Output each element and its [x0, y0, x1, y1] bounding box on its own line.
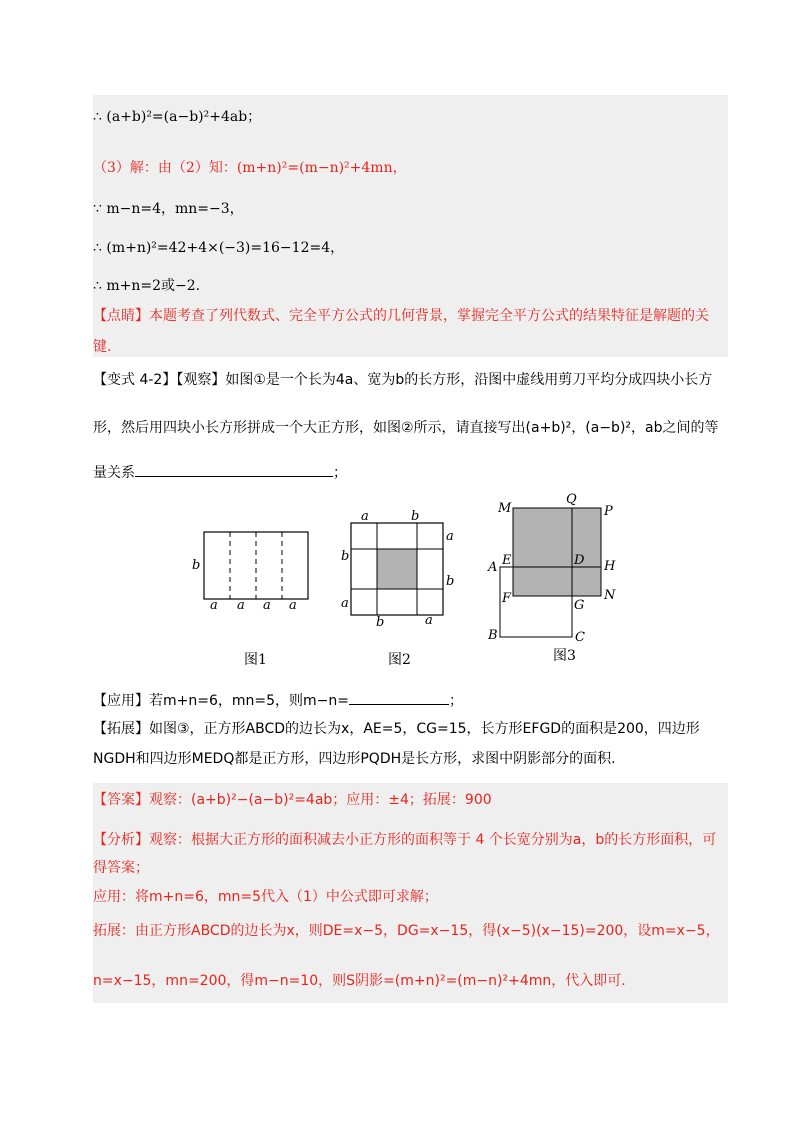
- fig3-label-A: A: [488, 560, 498, 575]
- fig2-label-bottom-b: b: [376, 615, 385, 630]
- analysis-tag: 【分析】: [93, 832, 149, 848]
- solution-line-1: ∴ (a+b)²=(a−b)²+4ab；: [93, 109, 262, 125]
- fig3-label-G: G: [574, 598, 585, 613]
- figure-1: [192, 532, 308, 668]
- question-line-3-prefix: 量关系: [93, 465, 135, 481]
- fig3-label-M: M: [498, 501, 512, 516]
- dianjing-line-2: 键.: [93, 339, 112, 355]
- fig2-label-top-b: b: [411, 509, 420, 524]
- fig2-caption: 图2: [388, 652, 411, 668]
- question-line-1: 【变式 4-2】【观察】如图①是一个长为4a、宽为b的长方形，沿图中虚线用剪刀平均分成四块小长方: [93, 372, 713, 388]
- fig2-label-right-a: a: [446, 529, 454, 544]
- answer-blank-observe[interactable]: [135, 462, 333, 477]
- fig1-label-a3: a: [263, 598, 271, 613]
- fig3-label-C: C: [575, 630, 585, 645]
- solution-line-2: （3）解：由（2）知：(m+n)²=(m−n)²+4mn，: [93, 160, 407, 176]
- question-line-3: [93, 462, 347, 484]
- figures-group: [180, 492, 640, 672]
- application-suffix: ；: [449, 693, 463, 709]
- fig2-label-left-b: b: [341, 549, 350, 564]
- fig3-label-Q: Q: [566, 492, 577, 507]
- fig2-label-top-a: a: [361, 509, 369, 524]
- extension-line-1: 【拓展】如图③，正方形ABCD的边长为x，AE=5，CG=15，长方形EFGD的面积是200，四边形: [93, 721, 700, 737]
- fig3-label-E: E: [502, 553, 512, 568]
- dianjing-tag: 【点睛】: [93, 308, 149, 324]
- fig3-caption: 图3: [553, 648, 576, 664]
- fig2-label-right-b: b: [446, 574, 455, 589]
- solution-line-3: ∵ m−n=4，mn=−3，: [93, 201, 244, 217]
- fig3-label-B: B: [488, 628, 498, 643]
- fig3-label-H: H: [604, 559, 616, 574]
- question-line-2: 形，然后用四块小长方形拼成一个大正方形，如图②所示，请直接写出(a+b)²，(a−b)²，ab之间的等: [93, 420, 719, 436]
- answer-blank-application[interactable]: [349, 690, 449, 705]
- analysis-line-4: 拓展：由正方形ABCD的边长为x，则DE=x−5，DG=x−15，得(x−5)(x−15)=200，设m=x−5，: [93, 923, 720, 939]
- question-line-3-suffix: ；: [333, 465, 347, 481]
- fig2-label-left-a: a: [341, 596, 349, 611]
- application-prefix: 【应用】若m+n=6，mn=5，则m−n=: [93, 693, 349, 709]
- dianjing-text: 本题考查了列代数式、完全平方公式的几何背景，掌握完全平方公式的结果特征是解题的关: [149, 308, 709, 324]
- fig3-label-D: D: [574, 553, 585, 568]
- analysis-line-3: 应用：将m+n=6，mn=5代入（1）中公式即可求解；: [93, 889, 438, 905]
- figure-2: [341, 509, 454, 668]
- fig1-label-a2: a: [237, 598, 245, 613]
- fig3-label-P: P: [604, 504, 613, 519]
- dianjing-line-1: [93, 305, 709, 327]
- application-line: [93, 690, 463, 712]
- analysis-text-1: 观察：根据大正方形的面积减去小正方形的面积等于 4 个长宽分别为a，b的长方形面积，可: [149, 832, 717, 848]
- solution-line-5: ∴ m+n=2或−2.: [93, 278, 201, 294]
- figure-3: [487, 492, 616, 664]
- fig1-caption: 图1: [244, 652, 267, 668]
- analysis-line-2: 得答案；: [93, 860, 149, 876]
- analysis-line-1: [93, 829, 716, 851]
- fig1-label-a1: a: [210, 598, 218, 613]
- extension-line-2: NGDH和四边形MEDQ都是正方形，四边形PQDH是长方形，求图中阴影部分的面积.: [93, 751, 616, 767]
- answer-text: 观察：(a+b)²−(a−b)²=4ab；应用：±4；拓展：900: [149, 792, 492, 808]
- answer-tag: 【答案】: [93, 792, 149, 808]
- solution-line-4: ∴ (m+n)²=42+4×(−3)=16−12=4，: [93, 240, 345, 256]
- fig2-label-bottom-a: a: [425, 613, 433, 628]
- fig3-label-F: F: [502, 591, 512, 606]
- fig3-label-N: N: [604, 588, 616, 603]
- answer-line: [93, 789, 492, 811]
- fig1-label-a4: a: [289, 598, 297, 613]
- analysis-line-5: n=x−15，mn=200，得m−n=10，则S阴影=(m+n)²=(m−n)²+4mn，代入即可.: [93, 973, 626, 989]
- fig1-label-b: b: [192, 558, 201, 573]
